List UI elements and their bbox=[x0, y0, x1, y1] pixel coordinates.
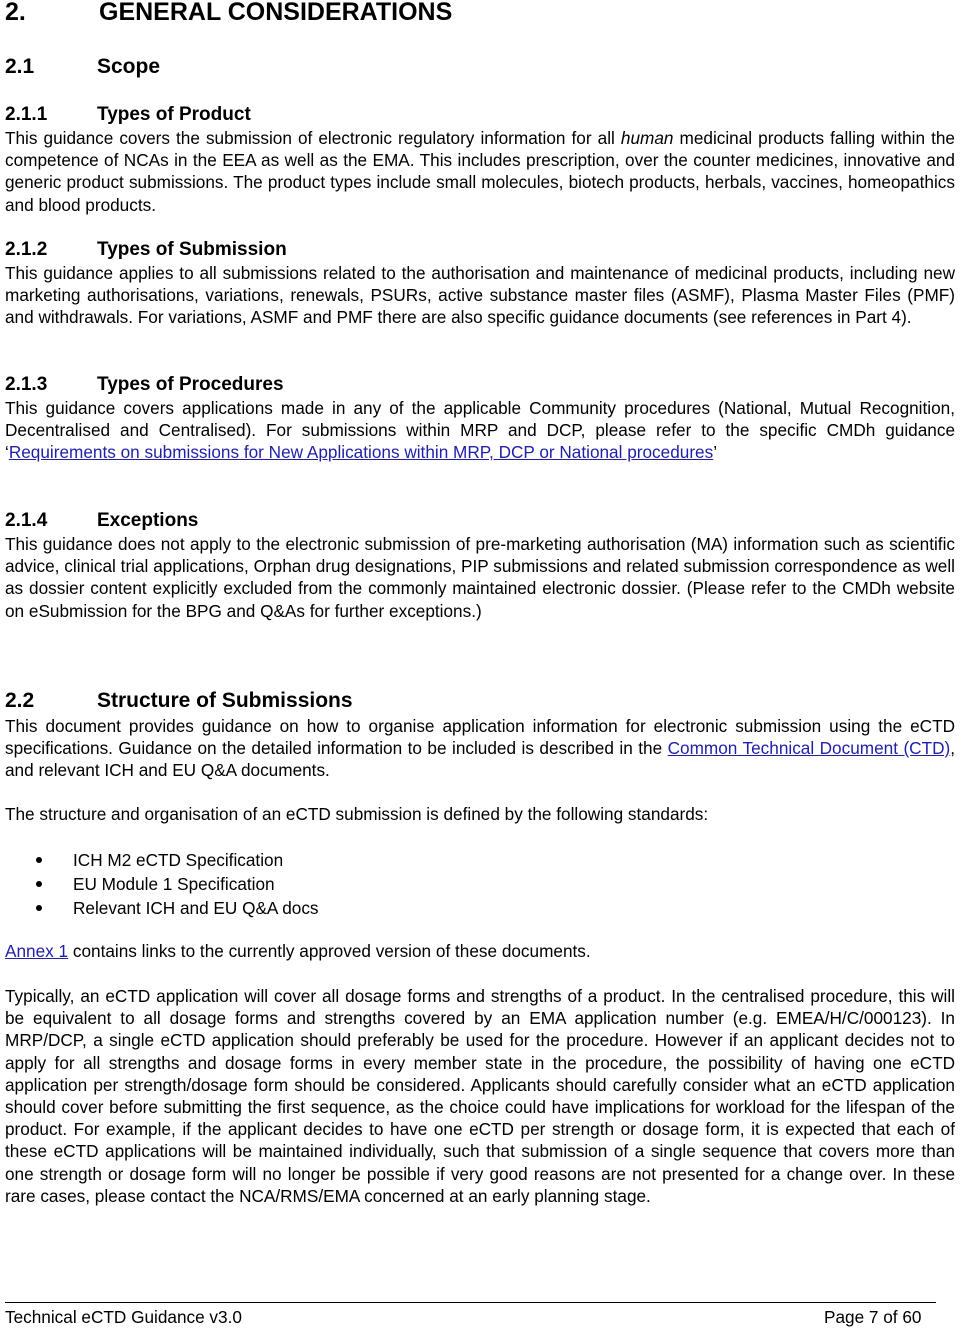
section-title: GENERAL CONSIDERATIONS bbox=[99, 0, 453, 26]
subsection-heading-types-of-procedures bbox=[5, 373, 284, 397]
structure-intro-paragraph bbox=[5, 715, 955, 782]
list-item bbox=[5, 872, 319, 896]
exceptions-paragraph: This guidance does not apply to the electronic submission of pre-marketing authorisation (MA) information such as scientific advice, clinical trial applications, Orphan drug designations, PIP submissions and related submission correspondence as well as dossier content explicitly excluded from the commonly maintained electronic dossier. (Please refer to the CMDh website on eSubmission for the BPG and Q&As for further exceptions.) bbox=[5, 534, 955, 621]
section-number: 2.1 bbox=[5, 55, 35, 78]
subsection-number: 2.1.3 bbox=[5, 374, 48, 395]
footer-divider bbox=[5, 1302, 936, 1303]
paragraph-text: This guidance covers applications made in any of the applicable Community procedures (National, Mutual Recognition, Decentralised and Centralised). For submissions within MRP and DCP, please refer to the specific CMDh guidance ‘ bbox=[5, 398, 955, 463]
types-of-product-paragraph bbox=[5, 127, 955, 216]
list-item-text: Relevant ICH and EU Q&A docs bbox=[73, 898, 319, 918]
typically-paragraph: Typically, an eCTD application will cover all dosage forms and strengths of a product. In the centralised procedure, this will be equivalent to all dosage forms and strengths covered by an EMA application number (e.g. EMEA/H/C/000123). In MRP/DCP, a single eCTD application should preferably be used for the procedure. However if an applicant decides not to apply for all strengths and dosage forms in every member state in the procedure, the possibility of having one eCTD application per strength/dosage form should be considered. Applicants should carefully consider what an eCTD application should cover before submitting the first sequence, as the choice could have implications for workload for the lifespan of the product. For example, if the applicant decides to have one eCTD per strength or dosage form, it is expected that each of these eCTD applications will be maintained individually, such that submission of a single sequence that covers more than one strength or dosage form will no longer be possible if very good reasons are not presented for a change over. In these rare cases, please contact the NCA/RMS/EMA concerned at an early planning stage. bbox=[5, 986, 955, 1206]
subsection-number: 2.1.4 bbox=[5, 510, 48, 531]
paragraph-text: This document provides guidance on how to organise application information for electronic submission using the eCTD specifications. Guidance on the detailed information to be included is described in the bbox=[5, 716, 955, 759]
subsection-title: Types of Submission bbox=[97, 239, 287, 260]
subsection-heading-exceptions bbox=[5, 509, 198, 533]
subsection-title: Types of Procedures bbox=[97, 374, 284, 395]
subsection-number: 2.1.2 bbox=[5, 239, 48, 260]
bullet-icon bbox=[36, 905, 42, 911]
types-of-procedures-paragraph bbox=[5, 397, 955, 464]
bullet-icon bbox=[36, 881, 42, 887]
list-item bbox=[5, 896, 319, 920]
paragraph-text: This guidance covers the submission of electronic regulatory information for all bbox=[5, 128, 621, 148]
subsection-title: Types of Product bbox=[97, 104, 251, 125]
section-heading-structure-of-submissions bbox=[5, 688, 353, 714]
ctd-link[interactable]: Common Technical Document (CTD) bbox=[667, 738, 951, 759]
subsection-title: Exceptions bbox=[97, 510, 199, 531]
section-title: Structure of Submissions bbox=[97, 689, 353, 712]
cmdh-guidance-link[interactable]: Requirements on submissions for New Applications within MRP, DCP or National procedures bbox=[8, 442, 714, 463]
subsection-number: 2.1.1 bbox=[5, 104, 48, 125]
section-title: Scope bbox=[97, 55, 161, 78]
paragraph-text: ’ bbox=[713, 442, 718, 463]
bullet-icon bbox=[36, 857, 42, 863]
list-item-text: EU Module 1 Specification bbox=[73, 874, 275, 894]
section-heading-scope bbox=[5, 54, 160, 80]
section-heading-general-considerations bbox=[5, 0, 452, 28]
list-item bbox=[5, 848, 319, 872]
paragraph-text: , and relevant ICH and EU Q&A documents. bbox=[5, 738, 955, 781]
paragraph-text: contains links to the currently approved version of these documents. bbox=[68, 941, 591, 961]
standards-intro-paragraph: The structure and organisation of an eCTD submission is defined by the following standards: bbox=[5, 804, 709, 824]
paragraph-text: medicinal products falling within the competence of NCAs in the EEA as well as the EMA. This includes prescription, over the counter medicines, innovative and generic product submissions. The product types include small molecules, biotech products, herbals, vaccines, homeopathics and blood products. bbox=[5, 128, 955, 215]
standards-list bbox=[5, 848, 319, 920]
section-number: 2.2 bbox=[5, 689, 35, 712]
annex-paragraph bbox=[5, 940, 955, 962]
annex-1-link[interactable]: Annex 1 bbox=[5, 941, 69, 961]
footer-document-title: Technical eCTD Guidance v3.0 bbox=[5, 1307, 242, 1327]
types-of-submission-paragraph: This guidance applies to all submissions related to the authorisation and maintenance of medicinal products, including new marketing authorisations, variations, renewals, PSURs, active substance master files (ASMF), Plasma Master Files (PMF) and withdrawals. For variations, ASMF and PMF there are also specific guidance documents (see references in Part 4). bbox=[5, 263, 955, 328]
subsection-heading-types-of-product bbox=[5, 103, 251, 127]
footer-page-number: Page 7 of 60 bbox=[824, 1307, 922, 1327]
section-number: 2. bbox=[5, 0, 26, 26]
emphasis-text: human bbox=[620, 128, 674, 148]
list-item-text: ICH M2 eCTD Specification bbox=[73, 850, 284, 870]
subsection-heading-types-of-submission bbox=[5, 238, 287, 262]
